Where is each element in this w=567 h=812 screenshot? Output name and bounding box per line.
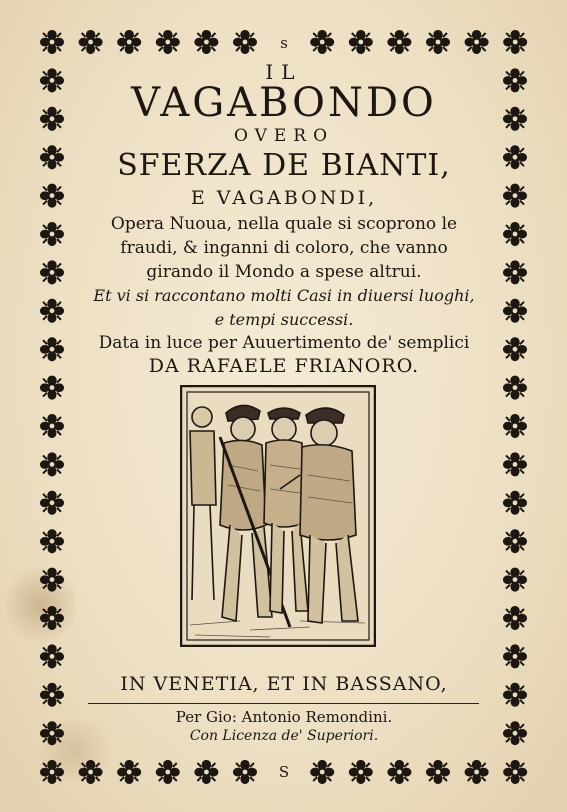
fleuron-ornament	[40, 337, 64, 361]
fleuron-ornament	[503, 452, 527, 476]
fleuron-ornament	[40, 452, 64, 476]
fleuron-ornament	[40, 107, 64, 131]
fleuron-ornament	[503, 760, 527, 784]
imprint-license: Con Licenza de' Superiori.	[189, 728, 379, 744]
fleuron-ornament	[503, 644, 527, 668]
fleuron-ornament	[503, 683, 527, 707]
fleuron-ornament	[40, 299, 64, 323]
fleuron-ornament	[503, 260, 527, 284]
subtitle-continued: E VAGABONDI,	[190, 187, 378, 209]
fleuron-ornament	[503, 414, 527, 438]
fleuron-ornament	[503, 721, 527, 745]
fleuron-ornament	[40, 414, 64, 438]
title-article: IL	[265, 60, 303, 84]
fleuron-ornament	[40, 260, 64, 284]
fleuron-ornament	[40, 683, 64, 707]
fleuron-ornament	[40, 184, 64, 208]
author-line: DA RAFAELE FRIANORO.	[148, 355, 420, 377]
fleuron-ornament	[40, 491, 64, 515]
imprint-rule	[88, 703, 479, 704]
dedication-line: Data in luce per Auuertimento de' semplici	[98, 333, 470, 353]
description-line: girando il Mondo a spese altrui.	[146, 262, 422, 282]
fleuron-ornament	[40, 529, 64, 553]
fleuron-ornament	[503, 376, 527, 400]
description-italic-line: Et vi si raccontano molti Casi in diuersi luoghi,	[93, 286, 475, 305]
description-italic-line: e tempi successi.	[214, 310, 354, 329]
fleuron-ornament	[503, 30, 527, 54]
imprint-printer: Per Gio: Antonio Remondini.	[175, 708, 393, 726]
fleuron-ornament	[503, 337, 527, 361]
fleuron-ornament	[503, 491, 527, 515]
fleuron-ornament	[503, 145, 527, 169]
fleuron-ornament	[503, 529, 527, 553]
fleuron-ornament	[40, 30, 64, 54]
fleuron-ornament	[503, 184, 527, 208]
imprint-place: IN VENETIA, ET IN BASSANO,	[120, 673, 448, 695]
fleuron-ornament	[40, 760, 64, 784]
fleuron-ornament	[503, 568, 527, 592]
signature-mark-top: s	[280, 34, 288, 52]
fleuron-ornament	[40, 721, 64, 745]
description-line: fraudi, & inganni di coloro, che vanno	[120, 238, 448, 258]
fleuron-ornament	[503, 107, 527, 131]
signature-mark-bottom: S	[278, 763, 290, 781]
fleuron-ornament	[503, 222, 527, 246]
fleuron-ornament	[40, 145, 64, 169]
fleuron-ornament	[503, 299, 527, 323]
fleuron-ornament	[40, 222, 64, 246]
fleuron-ornament	[503, 68, 527, 92]
fleuron-ornament	[40, 376, 64, 400]
page-title: VAGABONDO	[131, 80, 437, 126]
woodcut-illustration	[180, 385, 376, 647]
fleuron-ornament	[40, 606, 64, 630]
subtitle: SFERZA DE BIANTI,	[117, 148, 451, 183]
fleuron-ornament	[40, 644, 64, 668]
fleuron-ornament	[40, 68, 64, 92]
fleuron-ornament	[40, 568, 64, 592]
fleuron-ornament	[503, 606, 527, 630]
description-line: Opera Nuoua, nella quale si scoprono le	[110, 214, 458, 234]
title-connector: OVERO	[233, 126, 335, 146]
